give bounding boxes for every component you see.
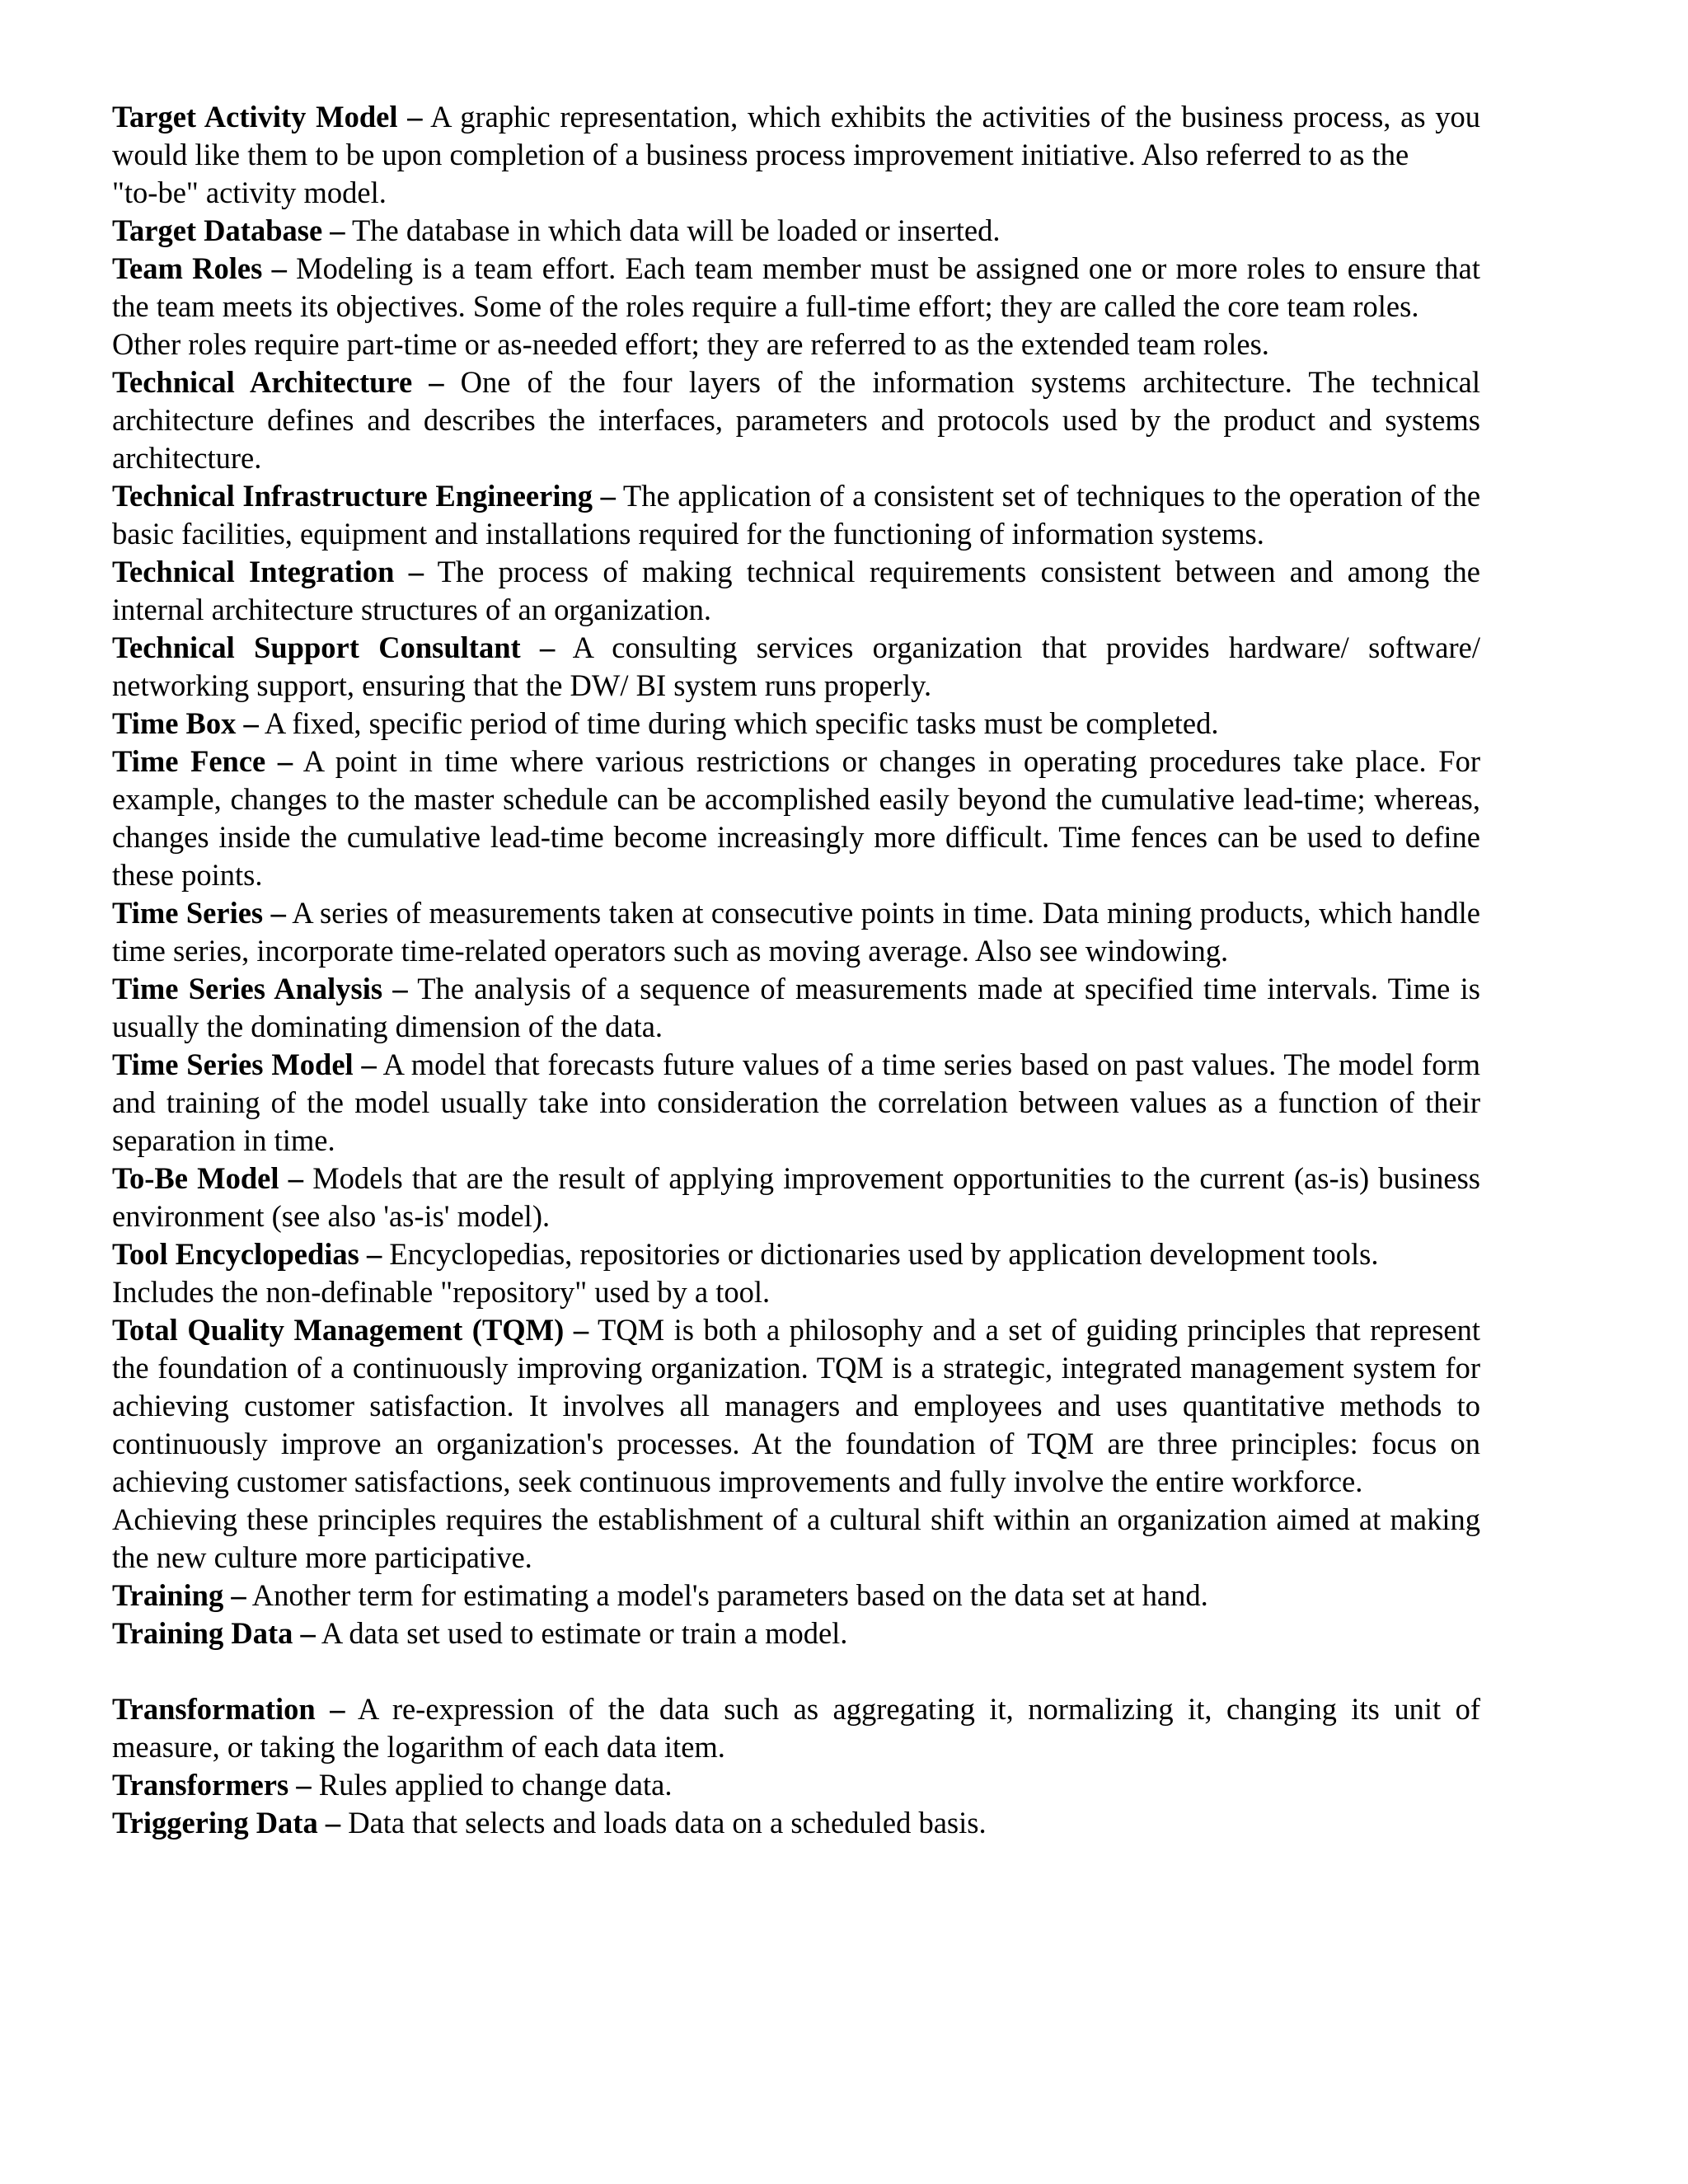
- glossary-term: Technical Integration: [112, 555, 395, 588]
- glossary-definition: The application of a consistent set of techniques to the operation of the basic facilities, equipment and installations required for the functioning of information systems.: [112, 479, 1481, 551]
- glossary-term: Training Data: [112, 1616, 293, 1650]
- term-separator: –: [429, 365, 444, 399]
- term-separator: –: [270, 896, 286, 930]
- glossary-entry-technical-support-consultant: [112, 629, 1480, 705]
- term-separator: –: [600, 479, 616, 513]
- glossary-term: Time Box: [112, 706, 237, 740]
- glossary-definition: Data that selects and loads data on a scheduled basis.: [348, 1806, 987, 1840]
- glossary-continuation: Achieving these principles requires the establishment of a cultural shift within an organization aimed at making the new culture more participative.: [112, 1502, 1480, 1574]
- term-separator: –: [231, 1578, 246, 1612]
- glossary-entry-technical-integration: [112, 553, 1480, 629]
- glossary-entry-time-series-model: [112, 1046, 1480, 1160]
- glossary-entry-target-database: [112, 212, 1480, 250]
- term-separator: –: [288, 1161, 303, 1195]
- glossary-definition: A point in time where various restrictions or changes in operating procedures take place. For example, changes to the master schedule can be accomplished easily beyond the cumulative lead-time; whereas, changes inside the cumulative lead-time become increasingly more difficult. Time fences can be used to define these points.: [112, 744, 1480, 892]
- term-separator: –: [366, 1237, 382, 1271]
- term-separator: –: [330, 213, 345, 247]
- glossary-definition: Another term for estimating a model's parameters based on the data set at hand.: [251, 1578, 1208, 1612]
- glossary-continuation: "to-be" activity model.: [112, 176, 387, 209]
- glossary-entry-technical-architecture: [112, 363, 1480, 477]
- glossary-definition: A consulting services organization that provides hardware/ software/ networking support, ensuring that the DW/ BI system runs properly.: [112, 630, 1480, 702]
- glossary-continuation: Other roles require part-time or as-needed effort; they are referred to as the extended team roles.: [112, 327, 1269, 361]
- term-separator: –: [330, 1692, 345, 1726]
- glossary-entry-target-activity-model: [112, 98, 1480, 174]
- glossary-entry-technical-infrastructure-engineering: [112, 477, 1480, 553]
- glossary-definition: The analysis of a sequence of measurements made at specified time intervals. Time is usually the dominating dimension of the data.: [112, 972, 1480, 1043]
- glossary-entry-training-data: [112, 1615, 1480, 1652]
- glossary-term: Training: [112, 1578, 224, 1612]
- glossary-term: Time Series Analysis: [112, 972, 383, 1005]
- glossary-continuation: Includes the non-definable "repository" used by a tool.: [112, 1275, 771, 1309]
- term-separator: –: [277, 744, 293, 778]
- glossary-term: Transformation: [112, 1692, 316, 1726]
- glossary-definition: A series of measurements taken at consecutive points in time. Data mining products, which handle time series, incorporate time-related operators such as moving average. Also see windowing.: [112, 896, 1480, 968]
- glossary-term: Time Series Model: [112, 1047, 354, 1081]
- glossary-definition: A re-expression of the data such as aggregating it, normalizing it, changing its unit of measure, or taking the logarithm of each data item.: [112, 1692, 1481, 1764]
- term-separator: –: [540, 630, 556, 664]
- glossary-entry-transformation: [112, 1690, 1480, 1766]
- glossary-term: Technical Architecture: [112, 365, 413, 399]
- glossary-entry-time-fence: [112, 743, 1480, 894]
- glossary-term: Target Activity Model: [112, 100, 398, 134]
- glossary-term: Tool Encyclopedias: [112, 1237, 359, 1271]
- glossary-term: Time Fence: [112, 744, 266, 778]
- glossary-entry-time-series: [112, 894, 1480, 970]
- glossary-definition: Encyclopedias, repositories or dictionaries used by application development tools.: [389, 1237, 1379, 1271]
- term-separator: –: [408, 555, 424, 588]
- term-separator: –: [296, 1768, 312, 1802]
- glossary-entry-time-series-analysis: [112, 970, 1480, 1046]
- glossary-definition: TQM is both a philosophy and a set of guiding principles that represent the foundation of a continuously improving organization. TQM is a strategic, integrated management system for achieving customer satisfaction. It involves all managers and employees and uses quantitative methods to continuously improve an organization's processes. At the foundation of TQM are three principles: focus on achieving customer satisfactions, seek continuous improvements and fully involve the entire workforce.: [112, 1313, 1481, 1498]
- term-separator: –: [573, 1313, 589, 1347]
- term-separator: –: [325, 1806, 341, 1840]
- term-separator: –: [271, 251, 287, 285]
- glossary-term: To-Be Model: [112, 1161, 279, 1195]
- glossary-entry-transformers: [112, 1766, 1480, 1804]
- glossary-term: Team Roles: [112, 251, 263, 285]
- term-separator: –: [361, 1047, 377, 1081]
- term-separator: –: [407, 100, 423, 134]
- glossary-term: Time Series: [112, 896, 264, 930]
- glossary-definition: Rules applied to change data.: [318, 1768, 673, 1802]
- glossary-definition: A data set used to estimate or train a model.: [321, 1616, 848, 1650]
- glossary-term: Technical Infrastructure Engineering: [112, 479, 593, 513]
- glossary-definition: Models that are the result of applying improvement opportunities to the current (as-is) business environment (see also 'as-is' model).: [112, 1161, 1481, 1233]
- term-separator: –: [392, 972, 408, 1005]
- glossary-entry-team-roles: [112, 250, 1480, 326]
- glossary-entry-to-be-model: [112, 1160, 1480, 1235]
- blank-line: [112, 1652, 1480, 1690]
- glossary-definition: The database in which data will be loaded or inserted.: [352, 213, 1001, 247]
- glossary-definition: Modeling is a team effort. Each team member must be assigned one or more roles to ensure that the team meets its objectives. Some of the roles require a full-time effort; they are called the core team roles.: [112, 251, 1481, 323]
- glossary-definition: A fixed, specific period of time during which specific tasks must be completed.: [264, 706, 1219, 740]
- glossary-term: Technical Support Consultant: [112, 630, 521, 664]
- glossary-entry-tool-encyclopedias: [112, 1235, 1480, 1273]
- glossary-definition: A graphic representation, which exhibits the activities of the business process, as you would like them to be upon completion of a business process improvement initiative. Also referred to as the: [112, 100, 1480, 171]
- glossary-definition: A model that forecasts future values of a time series based on past values. The model form and training of the model usually take into consideration the correlation between values as a function of their separation in time.: [112, 1047, 1480, 1157]
- glossary-definition: The process of making technical requirements consistent between and among the internal architecture structures of an organization.: [112, 555, 1481, 626]
- glossary-entry-total-quality-management: [112, 1311, 1480, 1501]
- glossary-entry-training: [112, 1577, 1480, 1615]
- glossary-entry-triggering-data: [112, 1804, 1480, 1842]
- glossary-term: Total Quality Management (TQM): [112, 1313, 565, 1347]
- glossary-term: Target Database: [112, 213, 323, 247]
- glossary-definition: One of the four layers of the information systems architecture. The technical architecture defines and describes the interfaces, parameters and protocols used by the product and systems architecture.: [112, 365, 1480, 475]
- glossary-term: Transformers: [112, 1768, 289, 1802]
- glossary-page: [112, 98, 1480, 1842]
- glossary-term: Triggering Data: [112, 1806, 318, 1840]
- term-separator: –: [243, 706, 259, 740]
- term-separator: –: [300, 1616, 316, 1650]
- glossary-entry-time-box: [112, 705, 1480, 743]
